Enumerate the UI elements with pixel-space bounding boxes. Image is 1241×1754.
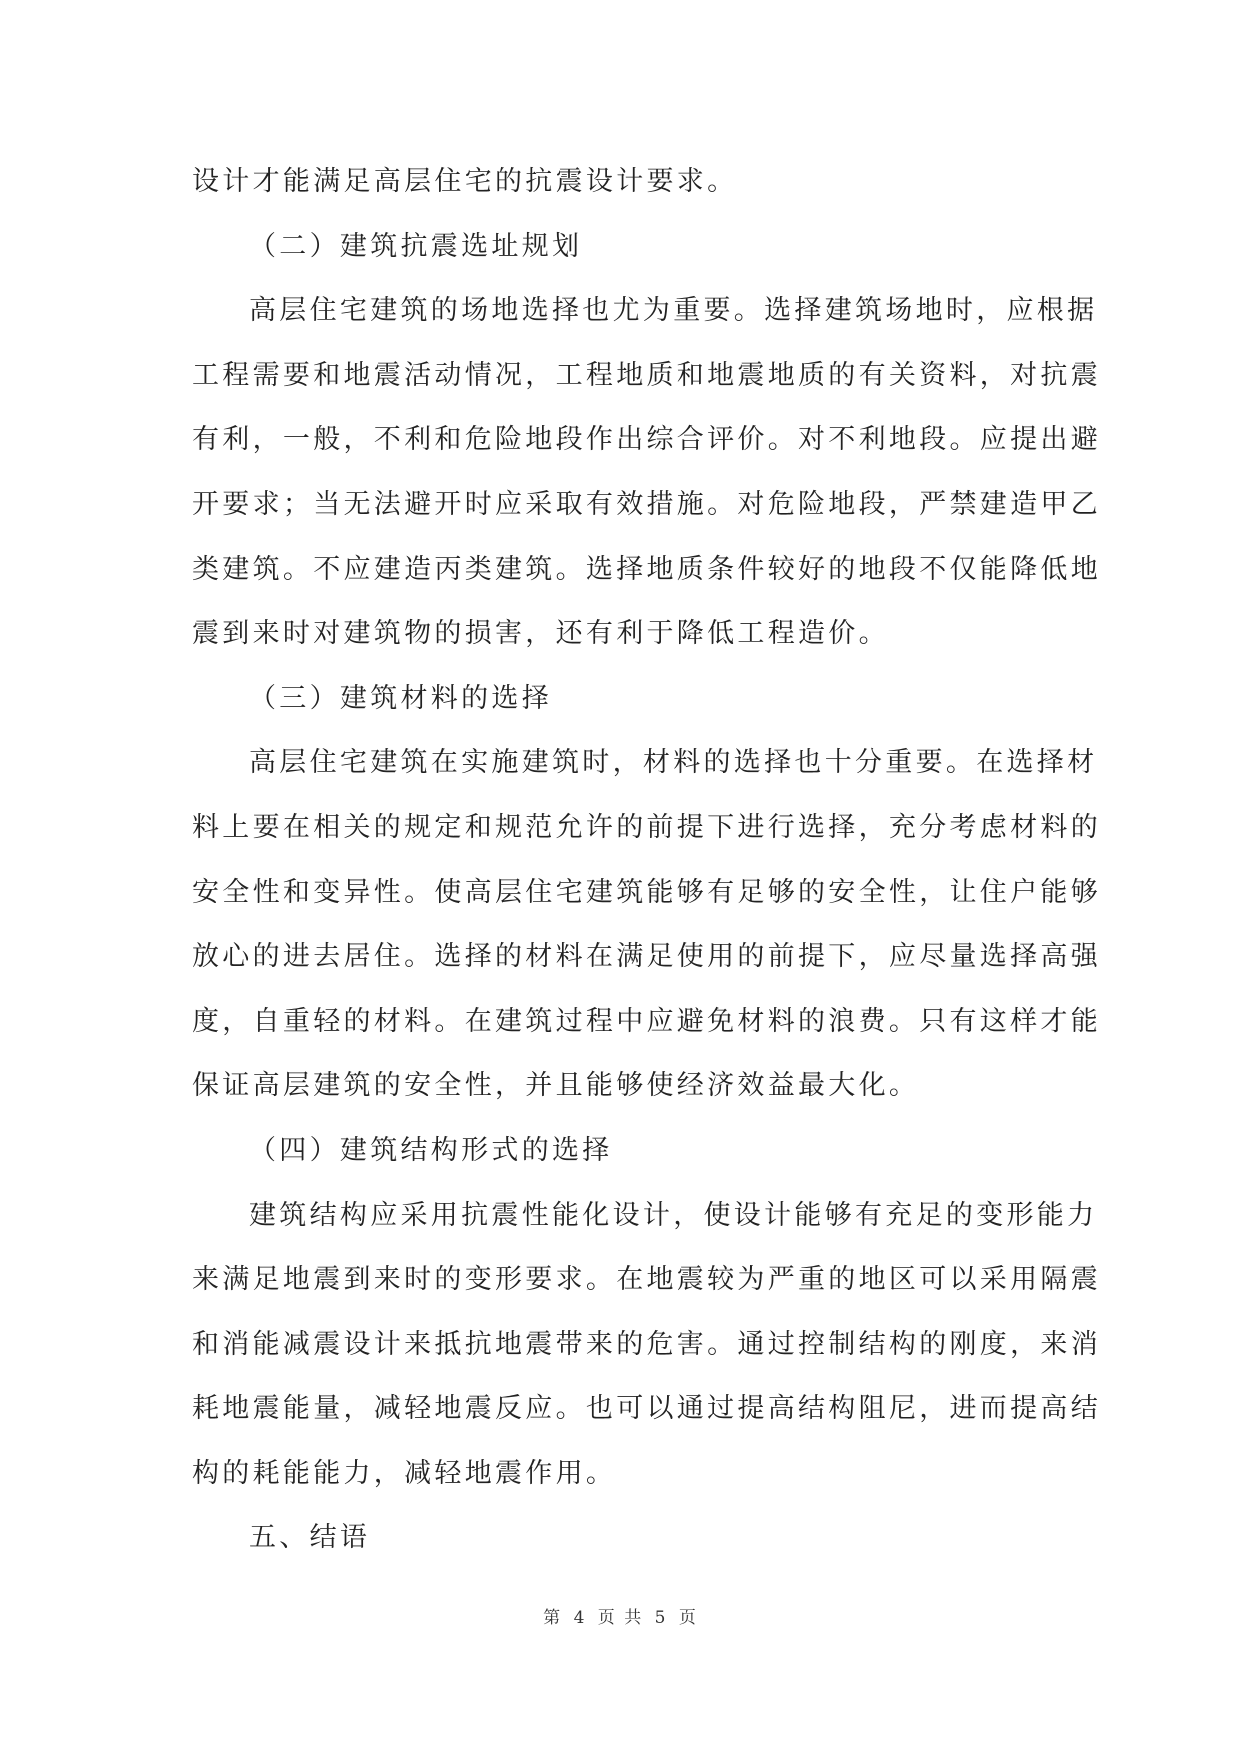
paragraph-line: 高层住宅建筑在实施建筑时，材料的选择也十分重要。在选择材 bbox=[249, 747, 1098, 779]
paragraph-line: 来满足地震到来时的变形要求。在地震较为严重的地区可以采用隔震 bbox=[192, 1264, 1101, 1296]
paragraph-line: 工程需要和地震活动情况，工程地质和地震地质的有关资料，对抗震 bbox=[192, 359, 1101, 391]
paragraph-line: 高层住宅建筑的场地选择也尤为重要。选择建筑场地时，应根据 bbox=[249, 295, 1098, 327]
paragraph-line: 保证高层建筑的安全性，并且能够使经济效益最大化。 bbox=[192, 1070, 920, 1102]
paragraph-line: 安全性和变异性。使高层住宅建筑能够有足够的安全性，让住户能够 bbox=[192, 876, 1101, 908]
paragraph-line: 放心的进去居住。选择的材料在满足使用的前提下，应尽量选择高强 bbox=[192, 941, 1101, 973]
section-heading-5: 五、结语 bbox=[249, 1522, 371, 1554]
page-footer bbox=[0, 1603, 1241, 1628]
footer-middle: 页 共 bbox=[597, 1608, 644, 1628]
paragraph-line: 建筑结构应采用抗震性能化设计，使设计能够有充足的变形能力 bbox=[249, 1199, 1098, 1231]
paragraph-line: 耗地震能量，减轻地震反应。也可以通过提高结构阻尼，进而提高结 bbox=[192, 1393, 1101, 1425]
footer-page-number: 4 bbox=[573, 1608, 587, 1628]
section-heading-4: （四）建筑结构形式的选择 bbox=[249, 1134, 613, 1166]
document-body bbox=[192, 150, 1101, 1571]
footer-total-pages: 5 bbox=[654, 1608, 668, 1628]
paragraph-line: 料上要在相关的规定和规范允许的前提下进行选择，充分考虑材料的 bbox=[192, 811, 1101, 843]
section-heading-3: （三）建筑材料的选择 bbox=[249, 682, 552, 714]
footer-suffix: 页 bbox=[678, 1608, 698, 1628]
paragraph-line: 和消能减震设计来抵抗地震带来的危害。通过控制结构的刚度，来消 bbox=[192, 1328, 1101, 1360]
section-heading-2: （二）建筑抗震选址规划 bbox=[249, 230, 583, 262]
paragraph-line: 类建筑。不应建造丙类建筑。选择地质条件较好的地段不仅能降低地 bbox=[192, 553, 1101, 585]
paragraph-line: 震到来时对建筑物的损害，还有利于降低工程造价。 bbox=[192, 618, 889, 650]
paragraph-line: 构的耗能能力，减轻地震作用。 bbox=[192, 1457, 617, 1489]
paragraph-line: 设计才能满足高层住宅的抗震设计要求。 bbox=[192, 166, 738, 197]
footer-prefix: 第 bbox=[543, 1608, 563, 1628]
paragraph-line: 度，自重轻的材料。在建筑过程中应避免材料的浪费。只有这样才能 bbox=[192, 1005, 1101, 1037]
paragraph-line: 开要求；当无法避开时应采取有效措施。对危险地段，严禁建造甲乙 bbox=[192, 488, 1101, 520]
paragraph-line: 有利，一般，不利和危险地段作出综合评价。对不利地段。应提出避 bbox=[192, 424, 1101, 456]
